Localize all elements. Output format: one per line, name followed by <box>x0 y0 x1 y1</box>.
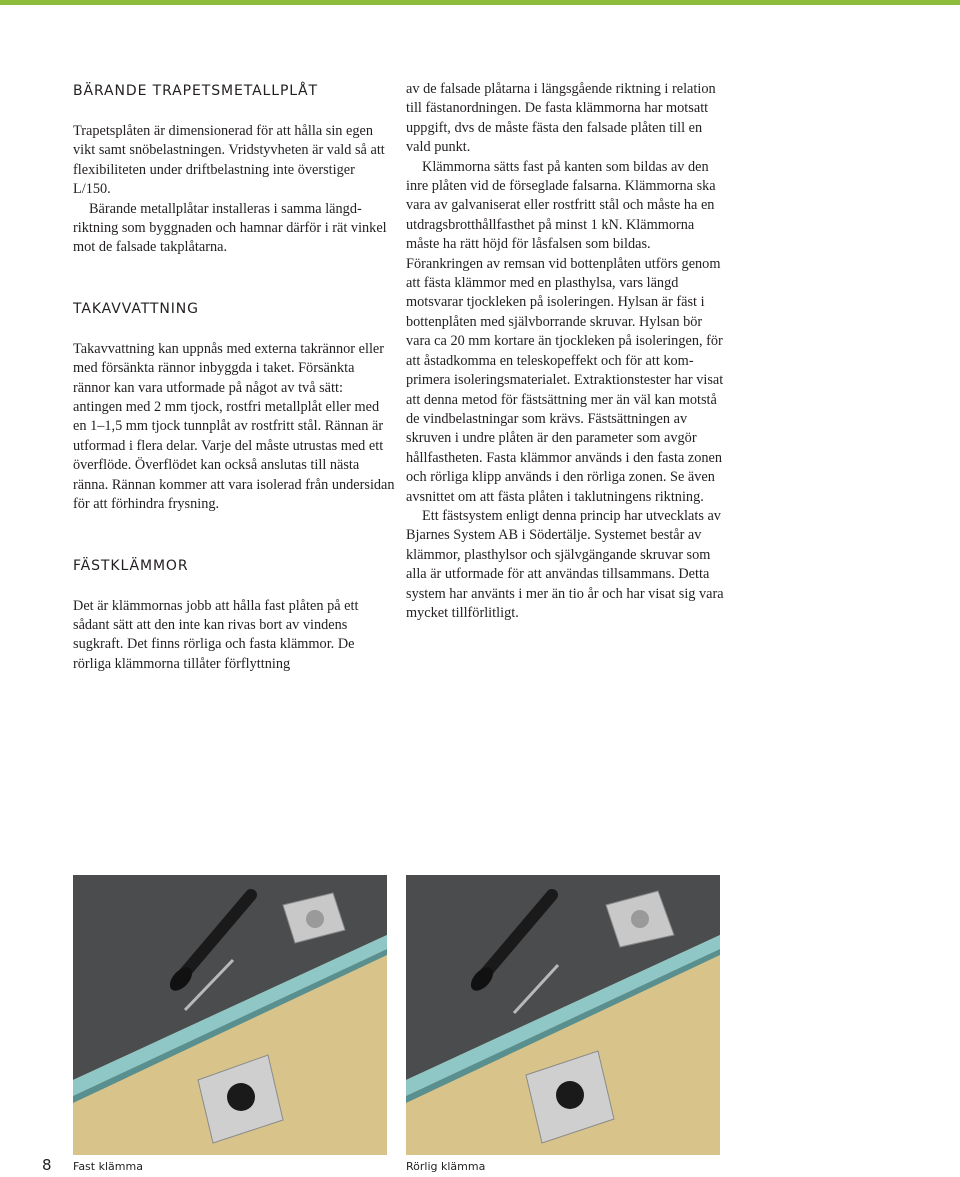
paragraph: Klämmorna sätts fast på kanten som bildas av den inre plåten vid de förseglade falsarna. Klämmorna ska vara av galvaniserat eller rostfritt stål och måste ha en utdragsbrotthållfasthet på minst 1 kN. Klämmorna måste ha rätt höjd för låsfalsen som bildas. Förankringen av remsan vid bottenplåten utförs genom att fästa klämmor med en plasthylsa, vars längd motsvarar tjockleken på isoleringen. Hylsan är fäst i bottenplåten med självborrande skruvar. Hylsan bör vara ca 20 mm kortare än tjockleken på isoleringen, för att åstadkomma en teleskopeffekt och för att komprimera isoleringsmaterialet. Extraktionstester har visat att denna metod för fästsättning mer än väl kan motstå de vindbelastningar som krävs. Fästsättningen av skruven i undre plåten är den parameter som avgör hållfastheten. Fasta klämmor används i den fasta zonen och rörliga klipp används i den rörliga zonen. Se även avsnittet om att fästa plåten i taklutningens riktning. <box>406 158 724 505</box>
top-accent-bar <box>0 0 960 5</box>
paragraph: Bärande metallplåtar installeras i samma längdriktning som byggnaden och hamnar därför i rät vinkel mot de falsade takplåtarna. <box>73 200 387 256</box>
right-column <box>406 80 726 623</box>
photo-fast-klamma <box>73 875 387 1155</box>
heading-barande-trapetsmetallplat: BÄRANDE TRAPETSMETALLPLÅT <box>73 83 318 99</box>
caption-rorlig-klamma: Rörlig klämma <box>406 1160 486 1173</box>
paragraph: Ett fästsystem enligt denna princip har utvecklats av Bjarnes System AB i Södertälje. Systemet består av klämmor, plasthylsor och självgängande skruvar som alla är utformade för att användas tillsammans. Detta system har använts i mer än tio år och har visat sig vara mycket tillförlitligt. <box>406 507 724 621</box>
photo-rorlig-klamma <box>406 875 720 1155</box>
heading-fastklammor: FÄSTKLÄMMOR <box>73 557 189 574</box>
heading-takavvattning: TAKAVVATTNING <box>73 300 199 317</box>
left-column <box>73 80 395 674</box>
paragraph: Det är klämmornas jobb att hålla fast plåten på ett sådant sätt att den inte kan rivas bort av vindens sugkraft. Det finns rörliga och fasta klämmor. De rörliga klämmorna tillåter förflyttning <box>73 597 359 672</box>
paragraph: Takavvattning kan uppnås med externa takrännor eller med försänkta rännor inbyggda i taket. Försänkta rännor kan vara utformade på något av två sätt: antingen med 2 mm tjock, rostfri metallplåt eller med en 1–1,5 mm tjock tunnplåt av rostfritt stål. Rännan är utformad i flera delar. Varje del måste utrustas med ett överflöde. Överflödet kan också anslutas till nästa ränna. Rännan kommer att vara isolerad från undersidan för att förhindra frysning. <box>73 340 395 513</box>
paragraph: Trapetsplåten är dimensionerad för att hålla sin egen vikt samt snöbelastningen. Vridstyvheten är vald så att flexibiliteten under driftbelastning inte överstiger L/150. <box>73 123 385 198</box>
paragraph: av de falsade plåtarna i längsgående riktning i relation till fästanordningen. De fasta klämmorna har motsatt uppgift, dvs de måste fästa den falsade plåten till en vald punkt. <box>406 81 716 156</box>
page-number: 8 <box>42 1156 52 1174</box>
caption-fast-klamma: Fast klämma <box>73 1160 143 1173</box>
